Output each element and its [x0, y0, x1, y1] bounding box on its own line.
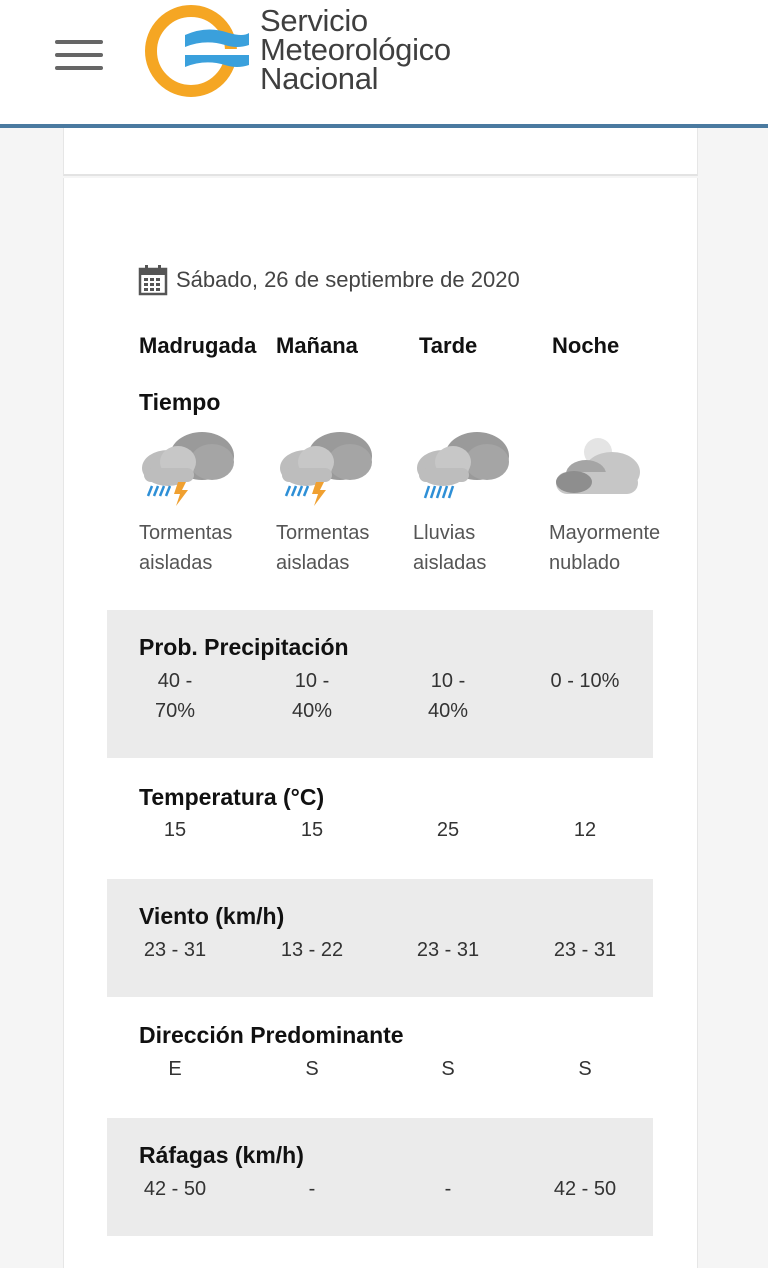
direction-title: Dirección Predominante	[139, 1022, 404, 1048]
logo-line-3: Nacional	[260, 61, 379, 96]
precip-tarde: 10 - 40%	[427, 670, 469, 722]
precip-title: Prob. Precipitación	[139, 634, 349, 660]
temperature-title: Temperatura (°C)	[139, 784, 325, 810]
wind-title: Viento (km/h)	[139, 903, 285, 929]
temperature-manana: 15	[300, 819, 324, 841]
precip-manana: 10 - 40%	[291, 670, 333, 722]
previous-card	[63, 128, 698, 176]
period-manana: Mañana	[276, 333, 358, 358]
direction-manana: S	[305, 1058, 319, 1080]
calendar-icon	[138, 264, 168, 296]
wind-noche: 23 - 31	[553, 939, 617, 961]
thunderstorm-icon	[276, 424, 376, 512]
temperature-madrugada: 15	[163, 819, 187, 841]
logo-line-1: Servicio	[260, 3, 368, 38]
site-logo-text[interactable]	[260, 3, 451, 96]
rain-cloud-icon	[413, 424, 513, 512]
weather-desc-noche: Mayormente nublado	[549, 522, 661, 574]
site-header	[0, 0, 768, 128]
period-madrugada: Madrugada	[139, 333, 257, 358]
direction-madrugada: E	[168, 1058, 182, 1080]
gusts-manana: -	[308, 1178, 316, 1200]
smn-logo-icon[interactable]	[145, 5, 253, 97]
direction-tarde: S	[441, 1058, 455, 1080]
temperature-noche: 12	[573, 819, 597, 841]
mostly-cloudy-night-icon	[552, 424, 652, 512]
wind-manana: 13 - 22	[280, 939, 344, 961]
weather-title: Tiempo	[139, 389, 221, 415]
gusts-title: Ráfagas (km/h)	[139, 1142, 304, 1168]
forecast-date	[138, 262, 520, 298]
direction-noche: S	[578, 1058, 592, 1080]
precip-madrugada: 40 - 70%	[154, 670, 196, 722]
thunderstorm-icon	[138, 424, 238, 512]
gusts-tarde: -	[444, 1178, 452, 1200]
period-noche: Noche	[552, 333, 620, 358]
wind-tarde: 23 - 31	[416, 939, 480, 961]
wind-madrugada: 23 - 31	[143, 939, 207, 961]
precip-noche: 0 - 10%	[550, 670, 620, 692]
logo-line-2: Meteorológico	[260, 32, 451, 67]
weather-desc-madrugada: Tormentas aisladas	[139, 522, 233, 574]
hamburger-menu-icon[interactable]	[55, 40, 103, 72]
temperature-tarde: 25	[436, 819, 460, 841]
weather-desc-manana: Tormentas aisladas	[276, 522, 370, 574]
gusts-noche: 42 - 50	[553, 1178, 617, 1200]
gusts-madrugada: 42 - 50	[143, 1178, 207, 1200]
period-tarde: Tarde	[419, 333, 478, 358]
date-text: Sábado, 26 de septiembre de 2020	[176, 267, 520, 292]
weather-desc-tarde: Lluvias aisladas	[413, 522, 487, 574]
